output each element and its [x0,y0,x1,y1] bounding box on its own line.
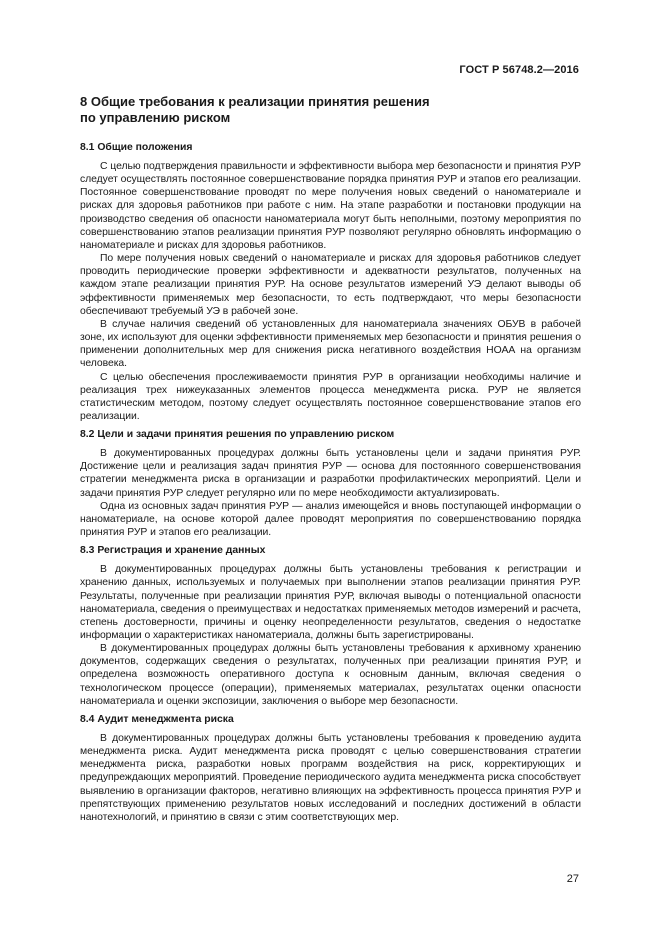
paragraph: В документированных процедурах должны быть установлены цели и задачи принятия РУР. Достижение цели и реализация задач принятия РУР — основа для постоянного совершенствования стратегии менеджмента риска в организации и разработки профилактических мероприятий. Цели и задачи принятия РУР следует регулярно или по мере необходимости актуализировать. [80,448,581,499]
section-title-line-2: по управлению риском [80,109,231,125]
page-number: 27 [566,873,579,885]
subsection-8-1 [80,141,581,423]
paragraph: В случае наличия сведений об установленных для наноматериала значениях ОБУВ в рабочей зоне, их используют для оценки эффективности применяемых мер безопасности и принятия решения о применении дополнительных мер для снижения риска негативного воздействия НОАА на организм человека. [80,318,581,370]
paragraph: В документированных процедурах должны быть установлены требования к регистрации и хранению данных, используемых и получаемых при выполнении этапов реализации принятия РУР. Результаты, полученные при реализации принятия РУР, включая выводы о потенциальной опасности наноматериала, сведения о преимуществах и недостатках применяемых методов измерений и расчета, степень достоверности, причины и оценку неопределенности результатов, сведения о недостатке информации о характеристиках наноматериала, должны быть зарегистрированы. [80,564,581,641]
subsection-8-2 [80,428,581,539]
paragraph: С целью обеспечения прослеживаемости принятия РУР в организации необходимы наличие и реализация трех нижеуказанных элементов процесса менеджмента риска. РУР не является статистическим методом, поэтому следует осуществлять постоянное совершенствование этапов его реализации. [80,371,581,422]
paragraph: С целью подтверждения правильности и эффективности выбора мер безопасности и принятия РУР следует осуществлять постоянное совершенствование порядка принятия РУР и этапов его реализации. Постоянное совершенствование проводят по мере получения новых сведений о наноматериале и рисках для здоровья работников при работе с ним. На этапе разработки и постановки продукции на производство сведения об опасности наноматериала могут быть неполными, поэтому мероприятия по совершенствованию этапов реализации принятия РУР позволяют регулярно обновлять информацию о наноматериале и рисках для здоровья работников. [80,161,581,251]
paragraph: По мере получения новых сведений о наноматериале и рисках для здоровья работников следует проводить периодические проверки эффективности и адекватности результатов, полученных на каждом этапе реализации принятия РУР. На основе результатов измерений УЭ делают выводы об эффективности применяемых мер безопасности, то есть подтверждают, что меры безопасности обеспечивают требуемый УЭ в рабочей зоне. [80,253,581,317]
subsection-title: 8.4 Аудит менеджмента риска [80,713,234,725]
subsection-8-3 [80,544,581,708]
page-content [80,94,581,829]
paragraph: В документированных процедурах должны быть установлены требования к архивному хранению документов, содержащих сведения о результатах, полученных при реализации принятия РУР, и определена возможность оперативного доступа к основным данным, включая сведения о технологическом процессе (операции), применяемых материалах, результатах оценки опасности наноматериала и оценки экспозиции, заключения о выборе мер безопасности. [80,643,581,707]
subsection-title: 8.1 Общие положения [80,142,193,153]
subsection-title: 8.3 Регистрация и хранение данных [80,545,266,557]
subsection-8-4 [80,713,581,824]
section-title-line-1: 8 Общие требования к реализации принятия решения [80,94,430,109]
paragraph: Одна из основных задач принятия РУР — анализ имеющейся и вновь поступающей информации о наноматериале, на основе которой далее проводят мероприятия по совершенствованию порядка принятия РУР и этапов его реализации. [80,500,581,539]
subsection-title: 8.2 Цели и задачи принятия решения по управлению риском [80,429,395,441]
paragraph: В документированных процедурах должны быть установлены требования к проведению аудита менеджмента риска. Аудит менеджмента риска проводят с целью совершенствования стратегии менеджмента риска, разработки новых программ воздействия на риск, корректирующих и предупреждающих мероприятий. Проведение периодического аудита менеджмента риска способствует выявлению в организации факторов, негативно влияющих на эффективность процесса принятия РУР и препятствующих применению результатов новых исследований и последних достижений в области нанотехнологий, и принятию в связи с этим соответствующих мер. [80,732,581,823]
section-title [80,94,581,125]
document-code: ГОСТ Р 56748.2—2016 [459,64,579,76]
